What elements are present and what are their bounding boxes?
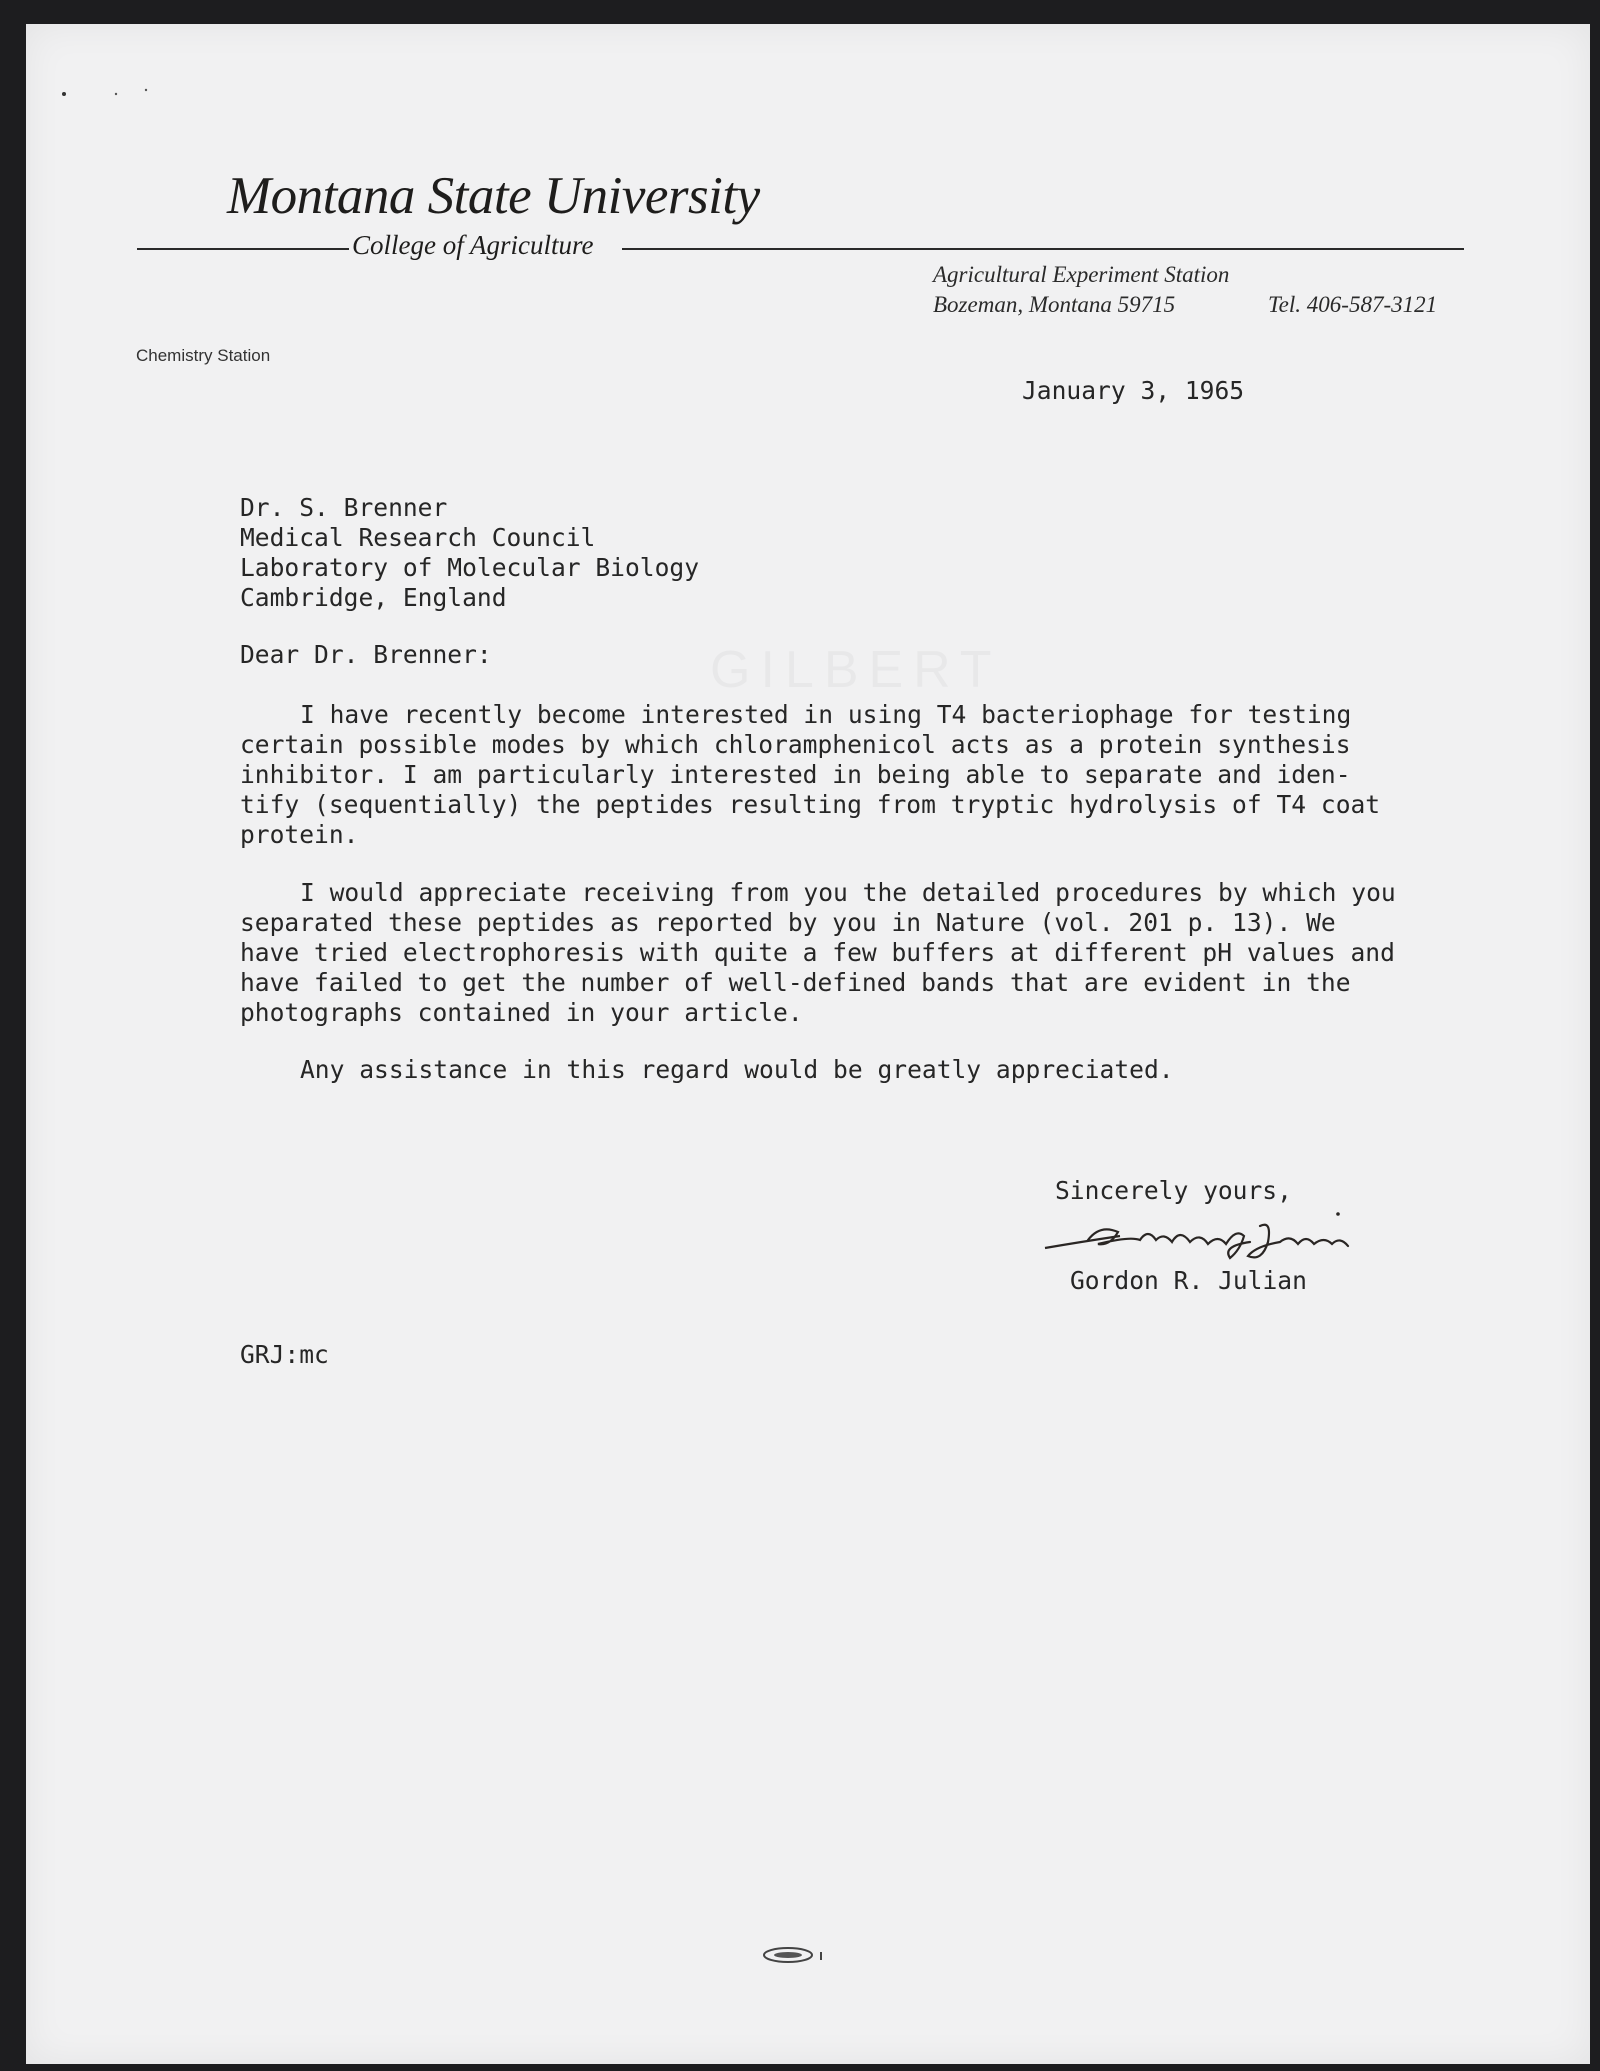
body-line: I would appreciate receiving from you the detailed procedures by which you <box>300 878 1396 907</box>
recipient-line: Laboratory of Molecular Biology <box>240 553 700 582</box>
body-line: photographs contained in your article. <box>240 998 803 1027</box>
station-telephone: Tel. 406-587-3121 <box>1268 292 1438 317</box>
recipient-line: Medical Research Council <box>240 523 596 552</box>
body-line: have failed to get the number of well-defined bands that are evident in the <box>240 968 1351 997</box>
college-name: College of Agriculture <box>352 230 594 260</box>
body-line: have tried electrophoresis with quite a few buffers at different pH values and <box>240 938 1395 967</box>
letterhead-rule-left <box>137 248 349 250</box>
body-line: inhibitor. I am particularly interested in being able to separate and iden- <box>240 760 1351 789</box>
recipient-address <box>240 493 699 613</box>
recipient-line: Cambridge, England <box>240 583 507 612</box>
body-line: certain possible modes by which chloramphenicol acts as a protein synthesis <box>240 730 1351 759</box>
paper-specks <box>60 88 170 108</box>
body-line: protein. <box>240 820 359 849</box>
body-paragraph-2 <box>240 878 1396 1028</box>
body-line: Any assistance in this regard would be greatly appreciated. <box>300 1055 1174 1084</box>
letterhead-rule-right <box>622 248 1464 250</box>
department-label: Chemistry Station <box>136 346 271 365</box>
reference-initials: GRJ:mc <box>240 1340 329 1369</box>
letter-page <box>26 24 1590 2064</box>
body-paragraph-3 <box>240 1055 1174 1085</box>
university-name: Montana State University <box>227 167 760 225</box>
salutation: Dear Dr. Brenner: <box>240 640 492 669</box>
union-label-stamp <box>750 1940 840 1970</box>
show-through-watermark <box>710 640 1002 700</box>
station-address: Bozeman, Montana 59715 <box>933 292 1176 317</box>
station-name: Agricultural Experiment Station <box>933 262 1230 287</box>
body-line: separated these peptides as reported by you in Nature (vol. 201 p. 13). We <box>240 908 1336 937</box>
body-line: tify (sequentially) the peptides resulting from tryptic hydrolysis of T4 coat <box>240 790 1381 819</box>
closing: Sincerely yours, <box>1055 1176 1292 1205</box>
body-paragraph-1 <box>240 700 1380 850</box>
recipient-line: Dr. S. Brenner <box>240 493 448 522</box>
letter-date: January 3, 1965 <box>1022 376 1245 405</box>
body-line: I have recently become interested in using T4 bacteriophage for testing <box>300 700 1352 729</box>
signer-name: Gordon R. Julian <box>1070 1266 1307 1295</box>
